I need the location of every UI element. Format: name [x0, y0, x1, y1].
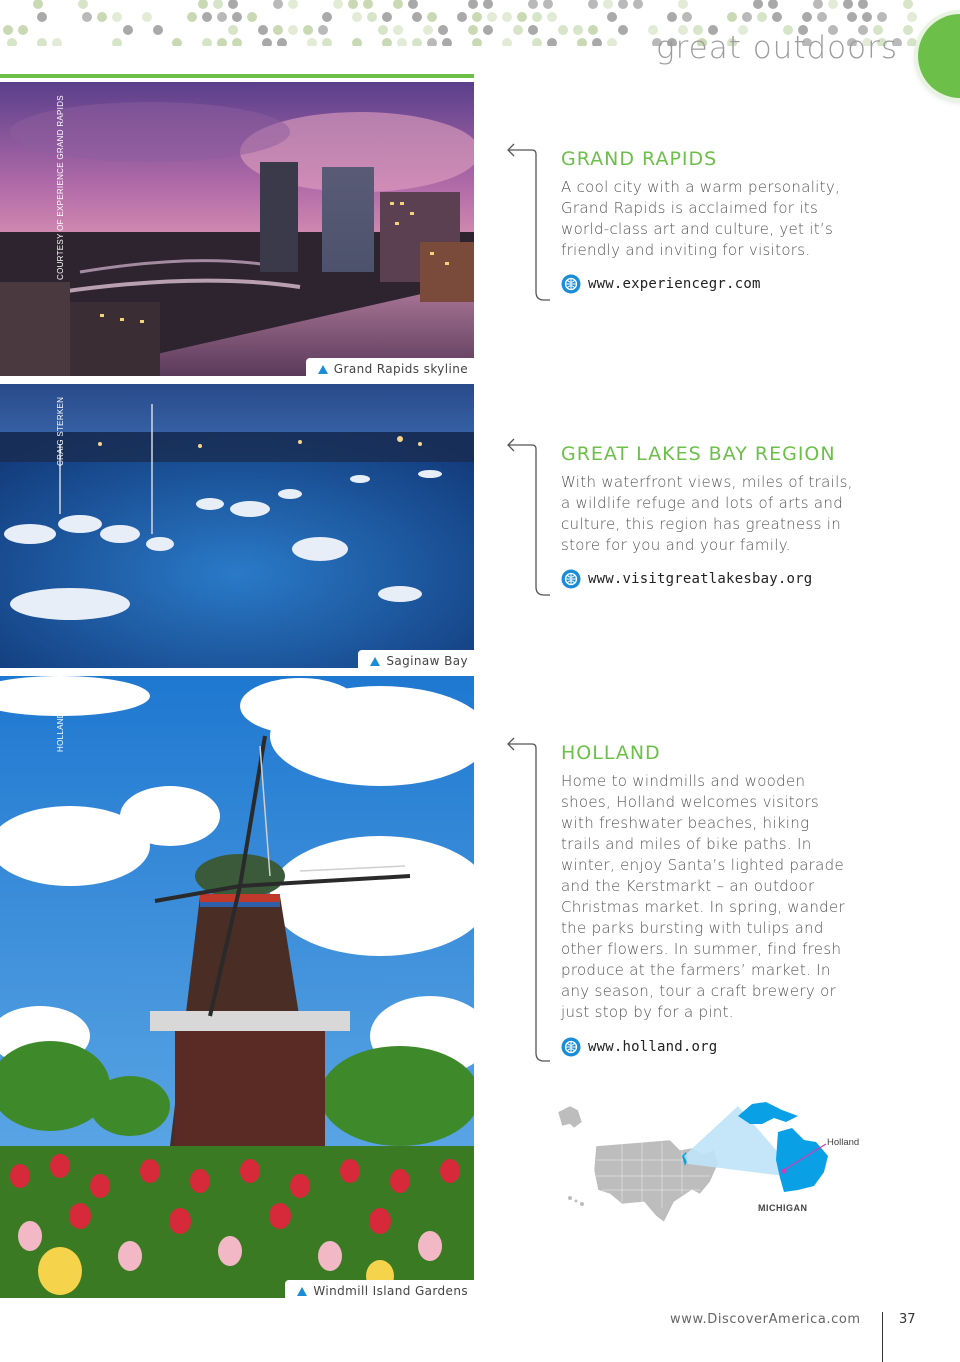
- decorative-dot: [667, 12, 677, 22]
- decorative-dot: [573, 25, 583, 35]
- decorative-dot: [273, 25, 283, 35]
- photo-grand-rapids: [0, 82, 474, 376]
- decorative-dot: [753, 0, 763, 9]
- decorative-dot: [877, 12, 887, 22]
- photo-caption: [285, 1280, 474, 1298]
- decorative-dot: [217, 12, 227, 22]
- decorative-dot: [438, 25, 448, 35]
- decorative-dot: [82, 12, 92, 22]
- decorative-dot: [288, 25, 298, 35]
- decorative-dot: [847, 12, 857, 22]
- decorative-dot: [18, 25, 28, 35]
- decorative-dot: [97, 12, 107, 22]
- decorative-dot: [232, 38, 242, 46]
- decorative-dot: [907, 12, 917, 22]
- decorative-dot: [547, 38, 557, 46]
- caption-text: Windmill Island Gardens: [313, 1284, 468, 1298]
- decorative-dot: [423, 25, 433, 35]
- decorative-dot: [813, 0, 823, 9]
- decorative-dot: [427, 38, 437, 46]
- section-title: great outdoors: [655, 30, 898, 66]
- decorative-dot: [618, 25, 628, 35]
- decorative-dot: [468, 25, 478, 35]
- decorative-dot: [412, 38, 422, 46]
- decorative-dot: [483, 0, 493, 9]
- decorative-dot: [123, 25, 133, 35]
- decorative-dot: [52, 38, 62, 46]
- decorative-dot: [322, 12, 332, 22]
- decorative-dot: [277, 38, 287, 46]
- decorative-dot: [397, 38, 407, 46]
- destination-description: Home to windmills and wooden shoes, Holland welcomes visitors with freshwater beaches, hiking trails and miles of bike paths. In winter, enjoy Santa’s lighted parade and the Kerstmarkt – an outdoor Christmas market. In spring, wander the parks bursting with tulips and other flowers. In summer, find fresh produce at the farmers’ market. In any season, tour a craft brewery or just stop by for a pint.: [561, 772, 845, 1021]
- caption-text: Grand Rapids skyline: [333, 362, 468, 376]
- photo-credit: CRAIG STERKEN: [56, 396, 65, 466]
- photo-credit: COURTESY OF EXPERIENCE GRAND RAPIDS: [56, 95, 65, 280]
- bracket-arrow-icon: [506, 435, 550, 600]
- decorative-dot: [532, 12, 542, 22]
- decorative-dot: [352, 12, 362, 22]
- bracket-arrow-icon: [506, 734, 550, 1066]
- decorative-dot: [202, 12, 212, 22]
- footer-divider: [882, 1312, 883, 1362]
- globe-icon: [561, 1037, 581, 1057]
- decorative-dot: [213, 0, 223, 9]
- decorative-dot: [187, 12, 197, 22]
- photo-caption: [358, 650, 474, 668]
- decorative-dot: [532, 38, 542, 46]
- decorative-dot: [442, 38, 452, 46]
- decorative-dot: [198, 0, 208, 9]
- triangle-icon: [297, 1287, 307, 1296]
- decorative-dot: [577, 38, 587, 46]
- decorative-dot: [682, 12, 692, 22]
- decorative-dot: [588, 0, 598, 9]
- website-link[interactable]: www.experiencegr.com: [588, 276, 761, 292]
- destination-holland: [504, 734, 944, 1066]
- decorative-dot: [172, 38, 182, 46]
- decorative-dot: [828, 0, 838, 9]
- map-city-label: Holland: [827, 1137, 860, 1148]
- decorative-dot: [483, 25, 493, 35]
- destination-great-lakes-bay: [504, 435, 944, 600]
- map-state-label: MICHIGAN: [758, 1203, 808, 1213]
- footer-website[interactable]: www.DiscoverAmerica.com: [670, 1312, 861, 1327]
- decorative-dot: [513, 25, 523, 35]
- decorative-dot: [228, 25, 238, 35]
- decorative-dot: [843, 0, 853, 9]
- photo-caption: [306, 358, 474, 376]
- photo-credit: HOLLAND CVB: [56, 692, 65, 752]
- destination-description: A cool city with a warm personality, Grand Rapids is acclaimed for its world-class art and culture, yet it’s friendly and inviting for visitors.: [561, 178, 841, 259]
- decorative-dot: [592, 38, 602, 46]
- decorative-dot: [232, 12, 242, 22]
- decorative-dot: [543, 0, 553, 9]
- decorative-dot: [112, 12, 122, 22]
- decorative-dot: [558, 25, 568, 35]
- decorative-dot: [348, 0, 358, 9]
- decorative-dot: [727, 12, 737, 22]
- decorative-dot: [903, 0, 913, 9]
- decorative-dot: [37, 38, 47, 46]
- destination-heading: GRAND RAPIDS: [561, 148, 718, 170]
- decorative-dot: [258, 25, 268, 35]
- decorative-dot: [588, 25, 598, 35]
- decorative-dot: [607, 38, 617, 46]
- decorative-dot: [603, 0, 613, 9]
- destination-grand-rapids: [504, 140, 944, 305]
- decorative-dot: [528, 0, 538, 9]
- decorative-dot: [858, 0, 868, 9]
- destination-heading: GREAT LAKES BAY REGION: [561, 443, 836, 465]
- decorative-dot: [352, 38, 362, 46]
- decorative-dot: [202, 38, 212, 46]
- decorative-dot: [217, 38, 227, 46]
- decorative-dot: [607, 12, 617, 22]
- decorative-dot: [502, 12, 512, 22]
- decorative-dot: [907, 38, 917, 46]
- decorative-dot: [318, 25, 328, 35]
- caption-text: Saginaw Bay: [386, 654, 468, 668]
- decorative-dot: [142, 12, 152, 22]
- decorative-dot: [303, 25, 313, 35]
- decorative-dot: [903, 25, 913, 35]
- destination-heading: HOLLAND: [561, 742, 661, 764]
- globe-icon: [561, 274, 581, 294]
- decorative-dot: [333, 0, 343, 9]
- decorative-dot: [457, 12, 467, 22]
- decorative-dot: [228, 0, 238, 9]
- decorative-dot: [378, 25, 388, 35]
- decorative-dot: [247, 12, 257, 22]
- triangle-icon: [370, 657, 380, 666]
- page-number: 37: [899, 1312, 916, 1327]
- photo-windmill-island: [0, 676, 474, 1298]
- locator-map: [552, 1098, 882, 1224]
- triangle-icon: [318, 365, 328, 374]
- decorative-dot: [468, 0, 478, 9]
- decorative-dot: [37, 12, 47, 22]
- decorative-dot: [678, 0, 688, 9]
- decorative-dot: [802, 12, 812, 22]
- decorative-dot: [768, 0, 778, 9]
- green-rule: [0, 74, 474, 78]
- decorative-dot: [517, 12, 527, 22]
- decorative-dot: [288, 0, 298, 9]
- website-link[interactable]: www.holland.org: [588, 1039, 718, 1055]
- decorative-dot: [78, 0, 88, 9]
- decorative-dot: [153, 25, 163, 35]
- photo-saginaw-bay: [0, 384, 474, 668]
- decorative-dot: [262, 38, 272, 46]
- decorative-dot: [322, 38, 332, 46]
- decorative-dot: [367, 12, 377, 22]
- decorative-dot: [307, 38, 317, 46]
- decorative-dot: [363, 0, 373, 9]
- globe-icon: [561, 569, 581, 589]
- decorative-dot: [633, 0, 643, 9]
- decorative-dot: [472, 38, 482, 46]
- decorative-dot: [772, 12, 782, 22]
- decorative-dot: [7, 38, 17, 46]
- decorative-dot: [112, 38, 122, 46]
- decorative-dot: [382, 12, 392, 22]
- decorative-dot: [382, 38, 392, 46]
- decorative-dot: [742, 12, 752, 22]
- decorative-dot: [393, 0, 403, 9]
- decorative-dot: [862, 12, 872, 22]
- destination-description: With waterfront views, miles of trails, a wildlife refuge and lots of arts and culture, this region has greatness in store for you and your family.: [561, 473, 853, 554]
- decorative-dot: [33, 0, 43, 9]
- decorative-dot: [487, 12, 497, 22]
- decorative-dot: [817, 12, 827, 22]
- decorative-dot: [472, 12, 482, 22]
- decorative-dot: [393, 25, 403, 35]
- decorative-dot: [3, 25, 13, 35]
- decorative-dot: [427, 12, 437, 22]
- decorative-dot: [757, 12, 767, 22]
- decorative-dot: [412, 12, 422, 22]
- decorative-dot: [273, 0, 283, 9]
- bracket-arrow-icon: [506, 140, 550, 305]
- decorative-dot: [547, 12, 557, 22]
- decorative-dot: [502, 38, 512, 46]
- decorative-dot: [528, 25, 538, 35]
- website-link[interactable]: www.visitgreatlakesbay.org: [588, 571, 813, 587]
- decorative-dot: [618, 0, 628, 9]
- decorative-dot: [408, 0, 418, 9]
